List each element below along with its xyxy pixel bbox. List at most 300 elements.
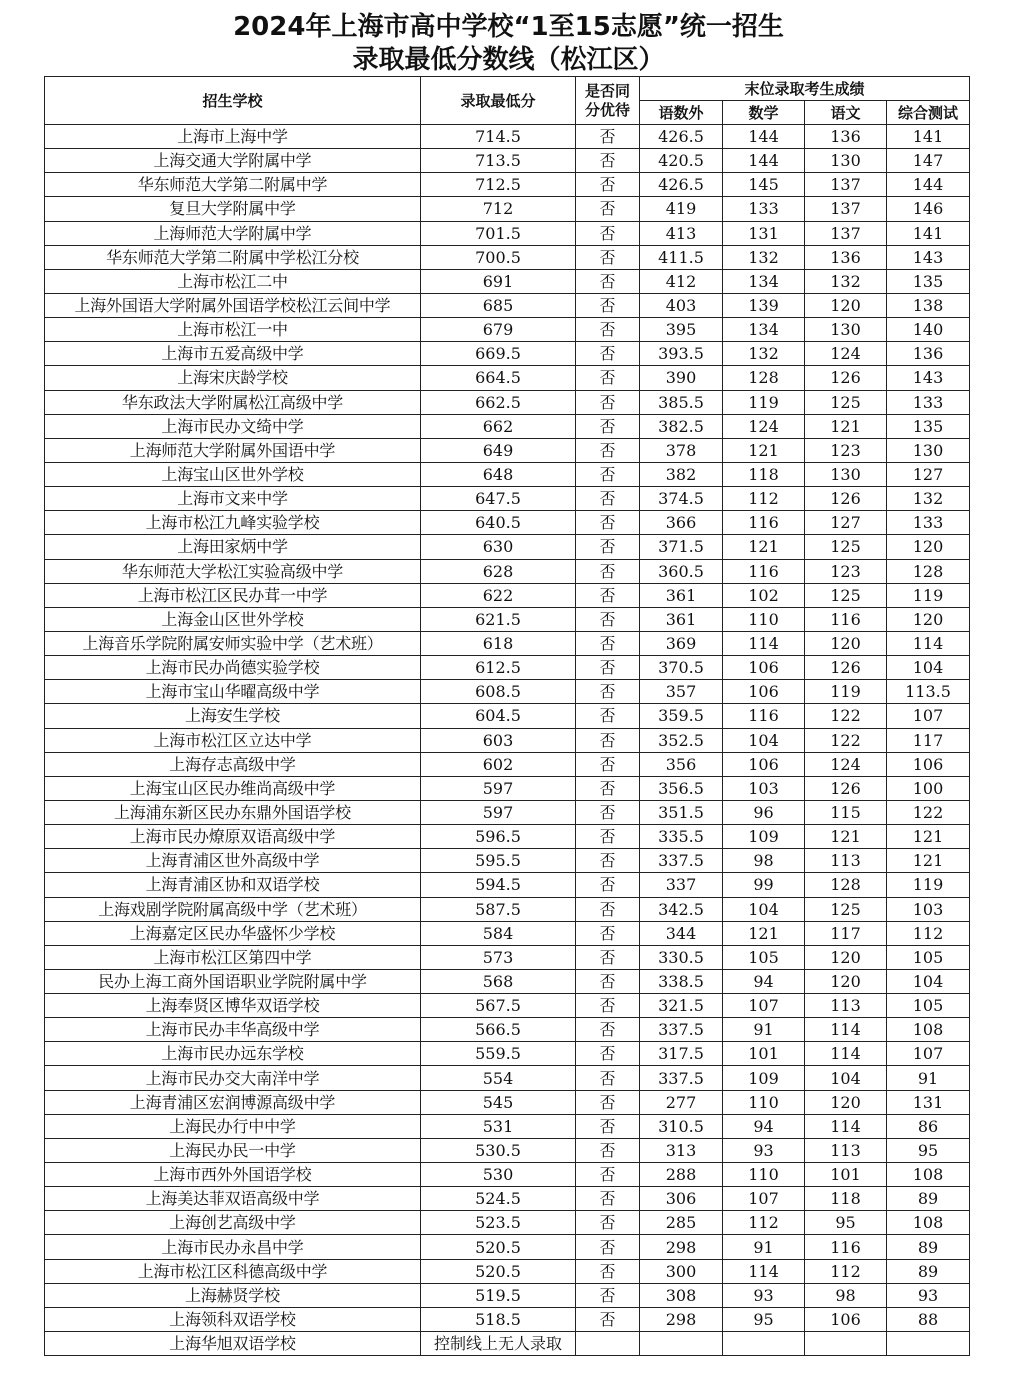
cell-chinese: 112	[805, 1259, 887, 1283]
cell-chinese: 132	[805, 269, 887, 293]
cell-chinese: 113	[805, 994, 887, 1018]
cell-math: 114	[723, 1259, 805, 1283]
cell-chinese: 122	[805, 704, 887, 728]
cell-math: 103	[723, 776, 805, 800]
cell-same-score-priority: 否	[576, 631, 640, 655]
cell-school: 上海市民办交大南洋中学	[45, 1066, 421, 1090]
cell-yu-shu-wai: 366	[640, 511, 723, 535]
cell-same-score-priority: 否	[576, 1235, 640, 1259]
cell-chinese: 121	[805, 414, 887, 438]
cell-school: 上海外国语大学附属外国语学校松江云间中学	[45, 293, 421, 317]
cell-comprehensive: 108	[887, 1211, 970, 1235]
cell-same-score-priority: 否	[576, 245, 640, 269]
cell-comprehensive: 141	[887, 125, 970, 149]
cell-math: 99	[723, 873, 805, 897]
cell-chinese: 106	[805, 1307, 887, 1331]
cell-min-score: 679	[421, 318, 576, 342]
cell-same-score-priority: 否	[576, 1211, 640, 1235]
cell-same-score-priority: 否	[576, 1138, 640, 1162]
table-row	[45, 704, 970, 728]
cell-math: 110	[723, 607, 805, 631]
cell-chinese: 116	[805, 1235, 887, 1259]
cell-math: 119	[723, 390, 805, 414]
table-row	[45, 800, 970, 824]
cell-same-score-priority: 否	[576, 342, 640, 366]
cell-min-score: 612.5	[421, 656, 576, 680]
cell-school: 复旦大学附属中学	[45, 197, 421, 221]
cell-yu-shu-wai: 313	[640, 1138, 723, 1162]
cell-comprehensive: 100	[887, 776, 970, 800]
cell-same-score-priority: 否	[576, 728, 640, 752]
header-chinese: 语文	[805, 101, 887, 125]
cell-same-score-priority: 否	[576, 583, 640, 607]
cell-school: 上海市民办远东学校	[45, 1042, 421, 1066]
cell-math: 144	[723, 125, 805, 149]
cell-min-score: 595.5	[421, 849, 576, 873]
cell-school: 上海宋庆龄学校	[45, 366, 421, 390]
cell-math: 121	[723, 921, 805, 945]
cell-comprehensive: 127	[887, 462, 970, 486]
header-row-1	[45, 77, 970, 101]
cell-chinese: 120	[805, 945, 887, 969]
header-comprehensive: 综合测试	[887, 101, 970, 125]
cell-school: 上海田家炳中学	[45, 535, 421, 559]
cell-comprehensive: 130	[887, 438, 970, 462]
cell-comprehensive: 144	[887, 173, 970, 197]
table-row	[45, 318, 970, 342]
cell-same-score-priority: 否	[576, 1187, 640, 1211]
table-row	[45, 197, 970, 221]
table-row	[45, 511, 970, 535]
header-min-score: 录取最低分	[421, 77, 576, 125]
table-row	[45, 849, 970, 873]
cell-math: 131	[723, 221, 805, 245]
table-row	[45, 897, 970, 921]
table-row	[45, 462, 970, 486]
cell-comprehensive: 128	[887, 559, 970, 583]
table-row	[45, 414, 970, 438]
cell-comprehensive: 112	[887, 921, 970, 945]
cell-school: 上海民办行中中学	[45, 1114, 421, 1138]
page-subtitle: 录取最低分数线（松江区）	[352, 45, 665, 75]
table-row	[45, 1259, 970, 1283]
cell-yu-shu-wai: 361	[640, 607, 723, 631]
cell-same-score-priority: 否	[576, 825, 640, 849]
cell-same-score-priority: 否	[576, 1283, 640, 1307]
cell-comprehensive: 140	[887, 318, 970, 342]
cell-min-score: 628	[421, 559, 576, 583]
cell-math: 121	[723, 438, 805, 462]
cell-math: 116	[723, 559, 805, 583]
cell-chinese: 104	[805, 1066, 887, 1090]
cell-math: 95	[723, 1307, 805, 1331]
cell-chinese: 113	[805, 1138, 887, 1162]
cell-chinese: 136	[805, 245, 887, 269]
cell-school: 上海赫贤学校	[45, 1283, 421, 1307]
header-math: 数学	[723, 101, 805, 125]
cell-school: 上海市民办丰华高级中学	[45, 1018, 421, 1042]
cell-yu-shu-wai: 310.5	[640, 1114, 723, 1138]
cell-comprehensive: 135	[887, 414, 970, 438]
table-row	[45, 1114, 970, 1138]
cell-min-score: 520.5	[421, 1235, 576, 1259]
cell-same-score-priority: 否	[576, 1066, 640, 1090]
cell-chinese: 121	[805, 825, 887, 849]
cell-chinese: 130	[805, 149, 887, 173]
cell-math: 139	[723, 293, 805, 317]
cell-min-score: 597	[421, 800, 576, 824]
cell-math: 91	[723, 1235, 805, 1259]
cell-yu-shu-wai: 285	[640, 1211, 723, 1235]
cell-same-score-priority: 否	[576, 390, 640, 414]
cell-min-score: 520.5	[421, 1259, 576, 1283]
cell-yu-shu-wai: 338.5	[640, 969, 723, 993]
cell-math: 116	[723, 704, 805, 728]
cell-chinese: 137	[805, 221, 887, 245]
table-row	[45, 390, 970, 414]
table-row	[45, 245, 970, 269]
cell-school: 上海市民办燎原双语高级中学	[45, 825, 421, 849]
table-row	[45, 969, 970, 993]
cell-school: 上海市文来中学	[45, 487, 421, 511]
cell-yu-shu-wai: 337.5	[640, 1066, 723, 1090]
cell-chinese: 124	[805, 342, 887, 366]
cell-chinese: 123	[805, 559, 887, 583]
cell-school: 上海宝山区世外学校	[45, 462, 421, 486]
cell-same-score-priority: 否	[576, 149, 640, 173]
cell-min-score: 568	[421, 969, 576, 993]
cell-yu-shu-wai: 411.5	[640, 245, 723, 269]
cell-comprehensive: 86	[887, 1114, 970, 1138]
table-row	[45, 825, 970, 849]
cell-comprehensive: 133	[887, 511, 970, 535]
cell-yu-shu-wai: 413	[640, 221, 723, 245]
cell-yu-shu-wai: 356.5	[640, 776, 723, 800]
cell-math: 98	[723, 849, 805, 873]
cell-math: 93	[723, 1283, 805, 1307]
cell-yu-shu-wai: 298	[640, 1235, 723, 1259]
cell-chinese: 113	[805, 849, 887, 873]
cell-yu-shu-wai: 382	[640, 462, 723, 486]
cell-comprehensive: 88	[887, 1307, 970, 1331]
cell-comprehensive: 114	[887, 631, 970, 655]
admission-score-table	[44, 76, 970, 1356]
table-row	[45, 752, 970, 776]
cell-min-score: 700.5	[421, 245, 576, 269]
cell-school: 上海浦东新区民办东鼎外国语学校	[45, 800, 421, 824]
cell-yu-shu-wai: 359.5	[640, 704, 723, 728]
cell-same-score-priority: 否	[576, 1090, 640, 1114]
cell-same-score-priority: 否	[576, 1018, 640, 1042]
cell-min-score: 621.5	[421, 607, 576, 631]
cell-same-score-priority: 否	[576, 752, 640, 776]
cell-school: 上海宝山区民办维尚高级中学	[45, 776, 421, 800]
cell-comprehensive: 141	[887, 221, 970, 245]
cell-math: 106	[723, 752, 805, 776]
cell-comprehensive: 119	[887, 873, 970, 897]
cell-same-score-priority: 否	[576, 366, 640, 390]
cell-min-score: 630	[421, 535, 576, 559]
cell-yu-shu-wai: 335.5	[640, 825, 723, 849]
cell-math: 93	[723, 1138, 805, 1162]
table-row	[45, 631, 970, 655]
cell-comprehensive: 113.5	[887, 680, 970, 704]
cell-min-score: 648	[421, 462, 576, 486]
table-row	[45, 583, 970, 607]
cell-chinese: 123	[805, 438, 887, 462]
cell-min-score: 608.5	[421, 680, 576, 704]
cell-same-score-priority: 否	[576, 945, 640, 969]
cell-min-score: 530.5	[421, 1138, 576, 1162]
table-row	[45, 921, 970, 945]
cell-math: 134	[723, 318, 805, 342]
cell-comprehensive: 122	[887, 800, 970, 824]
cell-min-score: 669.5	[421, 342, 576, 366]
cell-chinese: 137	[805, 197, 887, 221]
cell-min-score: 640.5	[421, 511, 576, 535]
cell-math: 121	[723, 535, 805, 559]
cell-school: 上海嘉定区民办华盛怀少学校	[45, 921, 421, 945]
cell-math: 107	[723, 994, 805, 1018]
cell-min-score: 566.5	[421, 1018, 576, 1042]
cell-min-score: 712.5	[421, 173, 576, 197]
cell-school: 上海青浦区协和双语学校	[45, 873, 421, 897]
table-row	[45, 994, 970, 1018]
cell-comprehensive: 107	[887, 704, 970, 728]
cell-min-score: 701.5	[421, 221, 576, 245]
cell-math: 94	[723, 969, 805, 993]
cell-school: 上海市松江区立达中学	[45, 728, 421, 752]
cell-math: 107	[723, 1187, 805, 1211]
cell-yu-shu-wai: 277	[640, 1090, 723, 1114]
cell-school: 上海金山区世外学校	[45, 607, 421, 631]
cell-yu-shu-wai: 419	[640, 197, 723, 221]
cell-yu-shu-wai: 337.5	[640, 1018, 723, 1042]
cell-chinese: 124	[805, 752, 887, 776]
cell-math: 104	[723, 897, 805, 921]
cell-math: 134	[723, 269, 805, 293]
table-row	[45, 1042, 970, 1066]
cell-same-score-priority: 否	[576, 680, 640, 704]
cell-min-score: 587.5	[421, 897, 576, 921]
cell-same-score-priority: 否	[576, 656, 640, 680]
header-school: 招生学校	[45, 77, 421, 125]
cell-chinese: 125	[805, 583, 887, 607]
cell-math: 112	[723, 487, 805, 511]
cell-same-score-priority: 否	[576, 511, 640, 535]
cell-school: 上海戏剧学院附属高级中学（艺术班）	[45, 897, 421, 921]
cell-yu-shu-wai: 426.5	[640, 173, 723, 197]
cell-school: 上海市松江一中	[45, 318, 421, 342]
cell-yu-shu-wai: 403	[640, 293, 723, 317]
cell-school: 上海市西外外国语学校	[45, 1163, 421, 1187]
cell-no-admission-note: 控制线上无人录取	[421, 1332, 576, 1356]
cell-comprehensive: 103	[887, 897, 970, 921]
cell-yu-shu-wai: 378	[640, 438, 723, 462]
cell-chinese: 120	[805, 1090, 887, 1114]
cell-chinese: 114	[805, 1018, 887, 1042]
table-row	[45, 535, 970, 559]
cell-min-score: 597	[421, 776, 576, 800]
cell-comprehensive: 133	[887, 390, 970, 414]
cell-chinese: 125	[805, 535, 887, 559]
cell-school: 华东政法大学附属松江高级中学	[45, 390, 421, 414]
cell-chinese: 116	[805, 607, 887, 631]
cell-same-score-priority: 否	[576, 414, 640, 438]
cell-school: 华东师范大学第二附属中学松江分校	[45, 245, 421, 269]
cell-yu-shu-wai: 412	[640, 269, 723, 293]
cell-school: 上海市上海中学	[45, 125, 421, 149]
cell-chinese: 119	[805, 680, 887, 704]
cell-empty	[640, 1332, 723, 1356]
header-pref-line2: 分优待	[584, 100, 630, 119]
cell-min-score: 545	[421, 1090, 576, 1114]
cell-school: 上海美达菲双语高级中学	[45, 1187, 421, 1211]
cell-min-score: 531	[421, 1114, 576, 1138]
cell-same-score-priority: 否	[576, 1114, 640, 1138]
page-title: 2024年上海市高中学校“1至15志愿”统一招生	[233, 12, 784, 42]
cell-comprehensive: 147	[887, 149, 970, 173]
cell-math: 110	[723, 1163, 805, 1187]
cell-chinese: 126	[805, 487, 887, 511]
cell-school: 上海师范大学附属中学	[45, 221, 421, 245]
cell-comprehensive: 132	[887, 487, 970, 511]
cell-math: 109	[723, 825, 805, 849]
cell-chinese: 137	[805, 173, 887, 197]
cell-same-score-priority: 否	[576, 318, 640, 342]
cell-comprehensive: 95	[887, 1138, 970, 1162]
cell-chinese: 126	[805, 656, 887, 680]
cell-chinese: 115	[805, 800, 887, 824]
cell-comprehensive: 89	[887, 1187, 970, 1211]
cell-math: 110	[723, 1090, 805, 1114]
cell-min-score: 594.5	[421, 873, 576, 897]
cell-min-score: 712	[421, 197, 576, 221]
cell-school: 上海市松江区民办茸一中学	[45, 583, 421, 607]
cell-min-score: 662.5	[421, 390, 576, 414]
cell-school: 上海青浦区世外高级中学	[45, 849, 421, 873]
cell-school: 上海市松江区科德高级中学	[45, 1259, 421, 1283]
table-row	[45, 607, 970, 631]
table-row	[45, 1066, 970, 1090]
cell-school: 上海师范大学附属外国语中学	[45, 438, 421, 462]
table-row	[45, 559, 970, 583]
cell-yu-shu-wai: 374.5	[640, 487, 723, 511]
cell-comprehensive: 138	[887, 293, 970, 317]
cell-yu-shu-wai: 369	[640, 631, 723, 655]
cell-same-score-priority: 否	[576, 969, 640, 993]
cell-school: 上海华旭双语学校	[45, 1332, 421, 1356]
cell-yu-shu-wai: 382.5	[640, 414, 723, 438]
cell-school: 上海民办民一中学	[45, 1138, 421, 1162]
cell-same-score-priority: 否	[576, 293, 640, 317]
cell-min-score: 604.5	[421, 704, 576, 728]
cell-chinese: 120	[805, 969, 887, 993]
cell-school: 华东师范大学第二附属中学	[45, 173, 421, 197]
cell-yu-shu-wai: 351.5	[640, 800, 723, 824]
cell-min-score: 518.5	[421, 1307, 576, 1331]
cell-yu-shu-wai: 337	[640, 873, 723, 897]
table-row	[45, 221, 970, 245]
cell-empty	[805, 1332, 887, 1356]
table-row	[45, 438, 970, 462]
cell-min-score: 685	[421, 293, 576, 317]
cell-yu-shu-wai: 360.5	[640, 559, 723, 583]
cell-chinese: 130	[805, 318, 887, 342]
cell-min-score: 524.5	[421, 1187, 576, 1211]
cell-min-score: 622	[421, 583, 576, 607]
cell-math: 96	[723, 800, 805, 824]
cell-school: 上海市民办尚德实验学校	[45, 656, 421, 680]
cell-comprehensive: 105	[887, 994, 970, 1018]
cell-min-score: 567.5	[421, 994, 576, 1018]
cell-same-score-priority: 否	[576, 897, 640, 921]
cell-chinese: 120	[805, 631, 887, 655]
cell-chinese: 98	[805, 1283, 887, 1307]
cell-min-score: 584	[421, 921, 576, 945]
cell-math: 101	[723, 1042, 805, 1066]
header-yu-shu-wai: 语数外	[640, 101, 723, 125]
header-last-admitted: 末位录取考生成绩	[640, 77, 970, 101]
cell-yu-shu-wai: 308	[640, 1283, 723, 1307]
table-row	[45, 1235, 970, 1259]
cell-same-score-priority: 否	[576, 173, 640, 197]
cell-school: 上海市松江九峰实验学校	[45, 511, 421, 535]
cell-school: 上海存志高级中学	[45, 752, 421, 776]
cell-school: 上海音乐学院附属安师实验中学（艺术班）	[45, 631, 421, 655]
table-row	[45, 656, 970, 680]
cell-chinese: 128	[805, 873, 887, 897]
cell-min-score: 647.5	[421, 487, 576, 511]
cell-yu-shu-wai: 385.5	[640, 390, 723, 414]
cell-chinese: 130	[805, 462, 887, 486]
cell-min-score: 559.5	[421, 1042, 576, 1066]
cell-chinese: 126	[805, 366, 887, 390]
cell-yu-shu-wai: 356	[640, 752, 723, 776]
cell-math: 106	[723, 656, 805, 680]
table-row	[45, 1307, 970, 1331]
cell-yu-shu-wai: 395	[640, 318, 723, 342]
cell-yu-shu-wai: 420.5	[640, 149, 723, 173]
table-row	[45, 1163, 970, 1187]
cell-math: 91	[723, 1018, 805, 1042]
cell-same-score-priority: 否	[576, 125, 640, 149]
cell-school: 民办上海工商外国语职业学院附属中学	[45, 969, 421, 993]
cell-same-score-priority: 否	[576, 269, 640, 293]
table-row	[45, 342, 970, 366]
cell-same-score-priority: 否	[576, 462, 640, 486]
table-row	[45, 366, 970, 390]
cell-yu-shu-wai: 393.5	[640, 342, 723, 366]
cell-math: 116	[723, 511, 805, 535]
cell-school: 上海市宝山华曜高级中学	[45, 680, 421, 704]
cell-empty	[887, 1332, 970, 1356]
cell-yu-shu-wai: 344	[640, 921, 723, 945]
cell-math: 145	[723, 173, 805, 197]
cell-comprehensive: 104	[887, 656, 970, 680]
cell-math: 112	[723, 1211, 805, 1235]
cell-school: 上海创艺高级中学	[45, 1211, 421, 1235]
cell-yu-shu-wai: 357	[640, 680, 723, 704]
cell-same-score-priority: 否	[576, 607, 640, 631]
cell-same-score-priority: 否	[576, 221, 640, 245]
cell-math: 144	[723, 149, 805, 173]
cell-yu-shu-wai: 306	[640, 1187, 723, 1211]
cell-same-score-priority: 否	[576, 1042, 640, 1066]
cell-comprehensive: 117	[887, 728, 970, 752]
cell-comprehensive: 108	[887, 1018, 970, 1042]
cell-math: 128	[723, 366, 805, 390]
